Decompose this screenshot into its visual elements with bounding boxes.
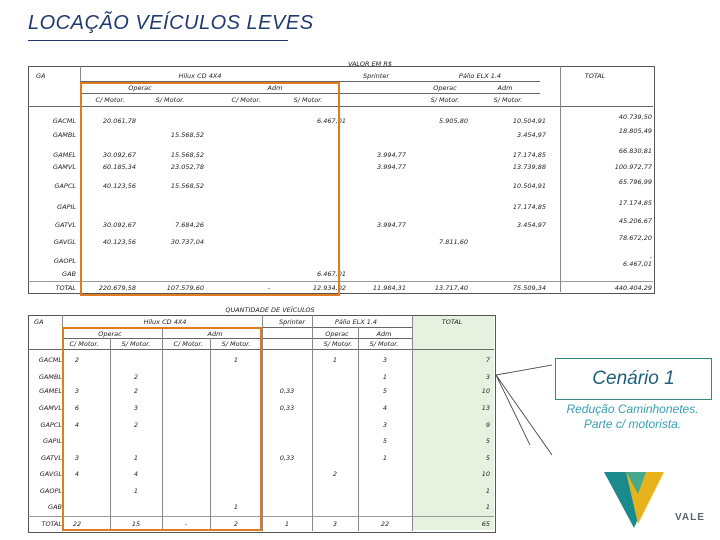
top-cell-ga: GAPIL (57, 203, 76, 211)
top-cell-ga: GAMEL (53, 151, 76, 159)
top-cell-p2: 10.504,91 (512, 117, 546, 125)
top-cell-p1: 5.905,80 (439, 117, 468, 125)
top-cell-tot: 440.404,29 (614, 284, 652, 292)
bottom-cell-ga: GAPIL (43, 437, 62, 445)
bottom-cell-c3: - (184, 520, 188, 528)
q-header-smotor: S/ Motor. (121, 340, 151, 348)
top-cell-p1: 7.811,60 (439, 238, 468, 246)
bottom-cell-tot: 9 (485, 421, 490, 429)
q-header-smotor-palio-adm: S/ Motor. (369, 340, 399, 348)
bottom-cell-p2: 1 (382, 454, 388, 462)
bottom-cell-p1: 1 (332, 356, 338, 364)
bottom-cell-tot: 3 (485, 373, 490, 381)
q-header-smotor-adm: S/ Motor. (221, 340, 251, 348)
bottom-cell-tot: 5 (485, 437, 490, 445)
top-cell-tot: 45.206,67 (618, 217, 652, 225)
q-header-adm: Adm (207, 330, 223, 338)
top-cell-c1: 30.092,67 (102, 151, 136, 159)
top-cell-p2: 17.174,85 (512, 203, 546, 211)
top-cell-c4: 6.467,01 (317, 270, 346, 278)
top-cell-tot: 17.174,85 (618, 199, 652, 207)
q-header-adm-palio: Adm (376, 330, 392, 338)
q-header-palio: Pálio ELX 1.4 (334, 318, 378, 326)
bottom-cell-p2: 3 (382, 421, 388, 429)
callout-connector (490, 355, 560, 465)
top-cell-spr: 11.984,31 (372, 284, 406, 292)
top-cell-c2: 15.568,52 (170, 151, 204, 159)
top-cell-p2: 13.739,88 (512, 163, 546, 171)
bottom-cell-ga: GAB (48, 503, 62, 511)
bottom-cell-p2: 3 (382, 356, 388, 364)
top-cell-tot: 65.796,99 (618, 178, 652, 186)
q-header-operac-palio: Operac (325, 330, 349, 338)
bottom-cell-c2: 1 (133, 454, 139, 462)
top-cell-c2: 7.684,26 (175, 221, 204, 229)
scenario-description: Redução Caminhonetes. Parte c/ motorista. (566, 402, 699, 431)
top-cell-c2: 107.579,60 (166, 284, 204, 292)
top-cell-ga: GAOPL (53, 257, 76, 265)
top-cell-p1: 13.717,40 (434, 284, 468, 292)
bottom-cell-spr: 0,33 (279, 454, 295, 462)
header-cmotor: C/ Motor. (95, 96, 125, 104)
bottom-cell-tot: 1 (485, 487, 490, 495)
bottom-cell-c2: 2 (133, 373, 139, 381)
top-cell-ga: GATVL (54, 221, 76, 229)
bottom-cell-c2: 2 (133, 387, 139, 395)
q-header-ga: GA (34, 318, 44, 326)
top-cell-c2: 30.737,04 (170, 238, 204, 246)
bottom-cell-tot: 10 (481, 470, 490, 478)
header-smotor-palio-adm: S/ Motor. (493, 96, 523, 104)
vale-logo-icon (602, 468, 668, 530)
top-cell-tot: 66.830,81 (618, 147, 652, 155)
header-smotor: S/ Motor. (155, 96, 185, 104)
top-cell-tot: 100.972,77 (614, 163, 652, 171)
header-cmotor-adm: C/ Motor. (231, 96, 261, 104)
bottom-cell-c4: 1 (233, 356, 239, 364)
top-cell-tot: 6.467,01 (623, 260, 652, 268)
header-smotor-adm: S/ Motor. (293, 96, 323, 104)
top-cell-ga: GAPCL (54, 182, 76, 190)
bottom-cell-ga: TOTAL (41, 520, 62, 528)
bottom-cell-tot: 5 (485, 454, 490, 462)
q-header-total: TOTAL (441, 318, 463, 326)
bottom-cell-c2: 2 (133, 421, 139, 429)
header-operac-palio: Operac (433, 84, 457, 92)
bottom-cell-ga: GAVGL (39, 470, 62, 478)
top-cell-c2: 23.052,78 (170, 163, 204, 171)
top-cell-c4: 6.467,01 (317, 117, 346, 125)
q-header-hilux: Hilux CD 4X4 (143, 318, 187, 326)
top-cell-p2: 3.454,97 (517, 131, 546, 139)
bottom-cell-spr: 1 (284, 520, 290, 528)
header-hilux: Hilux CD 4X4 (178, 72, 222, 80)
bottom-cell-tot: 7 (485, 356, 490, 364)
top-cell-ga: GACML (52, 117, 76, 125)
top-cell-c1: 220.679,58 (98, 284, 136, 292)
top-cell-c2: 15.568,52 (170, 182, 204, 190)
top-cell-c4: 12.934,02 (312, 284, 346, 292)
value-table-title: VALOR EM R$ (347, 60, 392, 68)
bottom-cell-c2: 4 (133, 470, 139, 478)
page-title: LOCAÇÃO VEÍCULOS LEVES (28, 12, 314, 34)
header-operac: Operac (128, 84, 152, 92)
bottom-cell-c2: 15 (131, 520, 141, 528)
bottom-cell-c2: 3 (133, 404, 139, 412)
top-cell-tot: 40.739,50 (618, 113, 652, 121)
top-cell-c1: 60.185,34 (102, 163, 136, 171)
bottom-cell-c2: 1 (133, 487, 139, 495)
highlight-hilux-value (80, 82, 340, 296)
bottom-cell-p2: 4 (382, 404, 388, 412)
bottom-cell-tot: 10 (481, 387, 490, 395)
bottom-cell-p2: 5 (382, 387, 388, 395)
header-sprinter: Sprinter (362, 72, 390, 80)
bottom-cell-c1: 4 (74, 421, 80, 429)
scenario-callout: Cenário 1 (555, 358, 712, 400)
q-header-sprinter: Sprinter (278, 318, 306, 326)
top-cell-ga: GAMVL (52, 163, 76, 171)
top-cell-c1: 30.092,67 (102, 221, 136, 229)
q-header-cmotor: C/ Motor. (69, 340, 99, 348)
bottom-cell-spr: 0,33 (279, 387, 295, 395)
top-cell-c2: 15.568,52 (170, 131, 204, 139)
top-cell-tot: - (649, 253, 652, 261)
top-cell-c1: 40.123,56 (102, 238, 136, 246)
top-cell-ga: GAMBL (52, 131, 76, 139)
bottom-cell-c1: 4 (74, 470, 80, 478)
bottom-cell-ga: GAPCL (40, 421, 62, 429)
bottom-cell-spr: 0,33 (279, 404, 295, 412)
header-adm: Adm (267, 84, 283, 92)
bottom-cell-ga: GACML (38, 356, 62, 364)
bottom-cell-p1: 2 (332, 470, 338, 478)
highlight-hilux-quantity (62, 327, 262, 531)
top-cell-tot: 18.805,49 (618, 127, 652, 135)
top-cell-c1: 20.061,78 (102, 117, 136, 125)
top-cell-ga: TOTAL (55, 284, 76, 292)
bottom-cell-tot: 13 (481, 404, 490, 412)
header-adm-palio: Adm (497, 84, 513, 92)
bottom-cell-p2: 22 (380, 520, 390, 528)
top-cell-ga: GAVGL (53, 238, 76, 246)
quantity-table-title: QUANTIDADE DE VEÍCULOS (225, 306, 315, 314)
bottom-cell-ga: GAMEL (39, 387, 62, 395)
top-cell-ga: GAB (62, 270, 76, 278)
q-header-cmotor-adm: C/ Motor. (173, 340, 203, 348)
bottom-cell-ga: GAMBL (38, 373, 62, 381)
bottom-cell-ga: GATVL (40, 454, 62, 462)
title-underline (28, 40, 288, 41)
bottom-cell-ga: GAMVL (38, 404, 62, 412)
top-cell-c1: 40.123,56 (102, 182, 136, 190)
bottom-cell-tot: 1 (485, 503, 490, 511)
bottom-cell-c1: 2 (74, 356, 80, 364)
top-cell-spr: 3.994,77 (377, 163, 406, 171)
top-cell-p2: 17.174,85 (512, 151, 546, 159)
top-cell-p2: 10.504,91 (512, 182, 546, 190)
header-smotor-palio-op: S/ Motor. (430, 96, 460, 104)
top-cell-spr: 3.994,77 (377, 151, 406, 159)
q-header-smotor-palio-op: S/ Motor. (323, 340, 353, 348)
bottom-cell-p1: 3 (332, 520, 338, 528)
header-palio: Pálio ELX 1.4 (458, 72, 502, 80)
header-ga: GA (36, 72, 46, 80)
bottom-cell-c4: 1 (233, 503, 239, 511)
bottom-cell-ga: GAOPL (39, 487, 62, 495)
bottom-cell-c1: 3 (74, 454, 80, 462)
bottom-cell-c1: 6 (74, 404, 80, 412)
top-cell-p2: 75.509,34 (512, 284, 546, 292)
header-total: TOTAL (584, 72, 606, 80)
top-cell-tot: 78.672,20 (618, 234, 652, 242)
top-cell-spr: 3.994,77 (377, 221, 406, 229)
bottom-cell-c1: 22 (72, 520, 82, 528)
bottom-cell-p2: 1 (382, 373, 388, 381)
top-cell-p2: 3.454,97 (517, 221, 546, 229)
bottom-cell-p2: 5 (382, 437, 388, 445)
bottom-cell-c4: 2 (233, 520, 239, 528)
q-header-operac: Operac (98, 330, 122, 338)
vale-logo-text: VALE (675, 512, 705, 523)
bottom-cell-c1: 3 (74, 387, 80, 395)
bottom-cell-tot: 65 (481, 520, 490, 528)
top-cell-c3: - (267, 284, 270, 292)
